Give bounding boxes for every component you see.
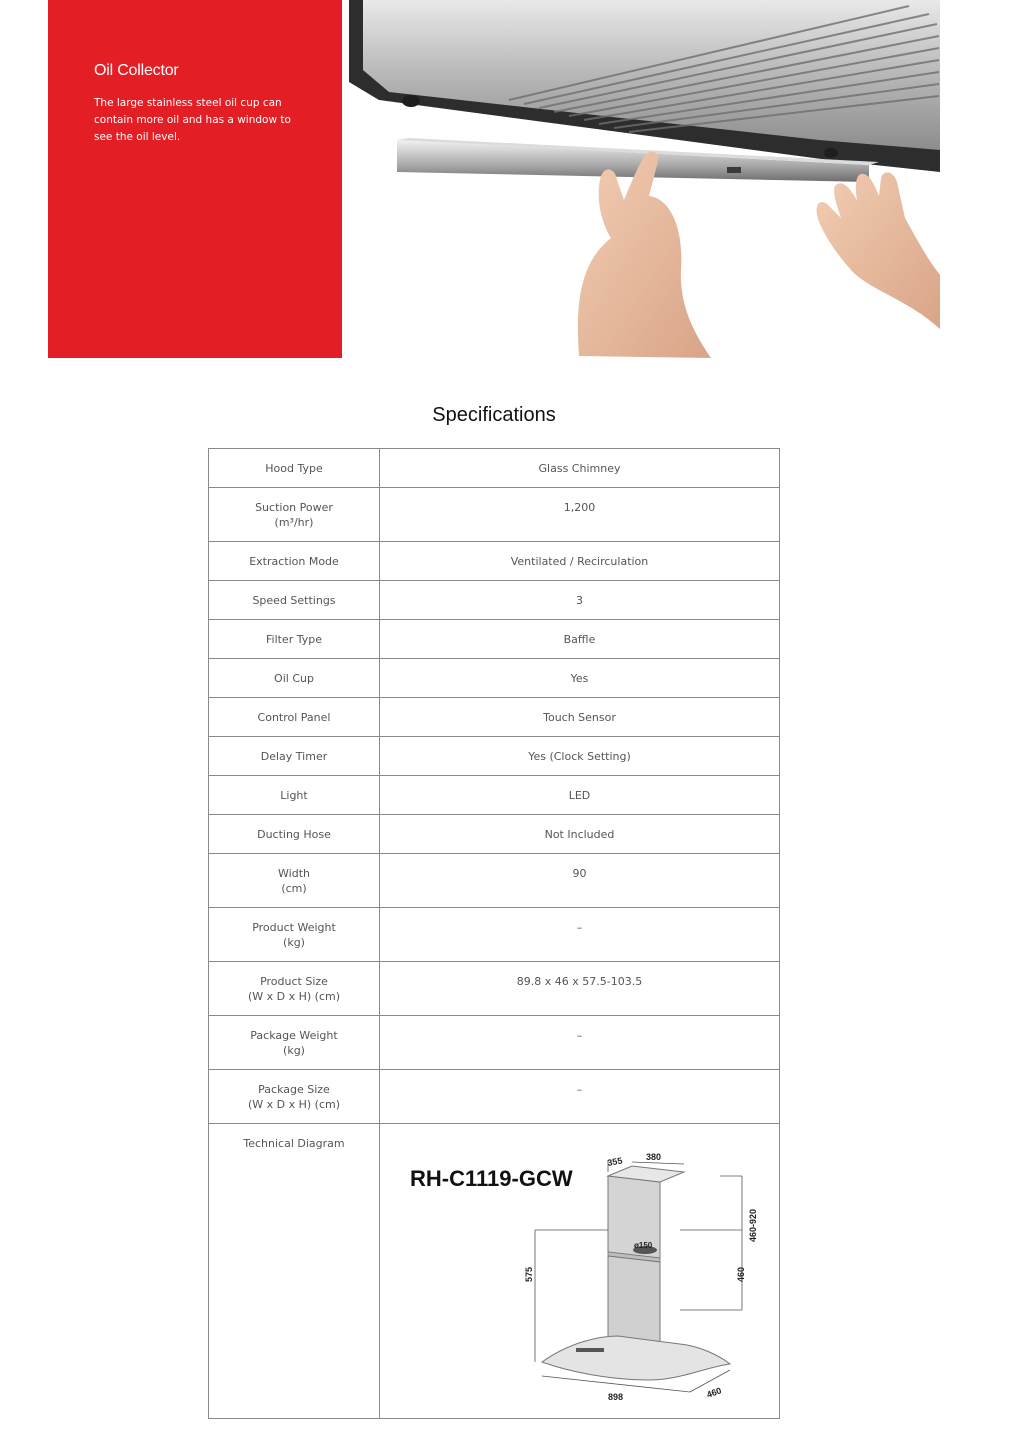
table-row: [209, 1070, 780, 1124]
spec-label: Light: [209, 776, 380, 815]
spec-label: Oil Cup: [209, 659, 380, 698]
spec-label: Hood Type: [209, 449, 380, 488]
table-row: [209, 815, 780, 854]
hero-photo: [349, 0, 940, 358]
spec-value: 90: [380, 854, 780, 908]
spec-label: Delay Timer: [209, 737, 380, 776]
table-row: [209, 1016, 780, 1070]
spec-value: Glass Chimney: [380, 449, 780, 488]
spec-label: Package Weight (kg): [209, 1016, 380, 1070]
spec-value: Not Included: [380, 815, 780, 854]
dim-460-height: 460: [736, 1266, 746, 1282]
table-row: [209, 488, 780, 542]
spec-value: 3: [380, 581, 780, 620]
spec-label: Package Size (W x D x H) (cm): [209, 1070, 380, 1124]
hero-description: The large stainless steel oil cup can contain more oil and has a window to see the oil level.: [94, 97, 291, 143]
hero-panel: [48, 0, 342, 358]
spec-value: –: [380, 1016, 780, 1070]
spec-label: Product Weight (kg): [209, 908, 380, 962]
technical-diagram-svg: [380, 1130, 780, 1410]
spec-value: Baffle: [380, 620, 780, 659]
dim-460-920: 460-920: [748, 1208, 758, 1242]
table-row: [209, 449, 780, 488]
spec-label: Technical Diagram: [209, 1124, 380, 1419]
spec-label: Control Panel: [209, 698, 380, 737]
dim-575: 575: [524, 1266, 534, 1282]
table-row: [209, 542, 780, 581]
spec-table: [208, 448, 780, 1419]
spec-value: Ventilated / Recirculation: [380, 542, 780, 581]
spec-label: Filter Type: [209, 620, 380, 659]
dim-duct: ø150: [634, 1241, 653, 1250]
spec-label: Width (cm): [209, 854, 380, 908]
dim-460-depth: 460: [705, 1385, 723, 1400]
spec-value: Yes: [380, 659, 780, 698]
dim-380: 380: [646, 1152, 662, 1162]
spec-value: LED: [380, 776, 780, 815]
technical-diagram: [380, 1124, 780, 1419]
spec-label: Speed Settings: [209, 581, 380, 620]
dim-898: 898: [608, 1392, 624, 1402]
spec-label: Extraction Mode: [209, 542, 380, 581]
specs-heading: Specifications: [432, 404, 556, 426]
spec-label: Product Size (W x D x H) (cm): [209, 962, 380, 1016]
table-row: [209, 620, 780, 659]
table-row: [209, 698, 780, 737]
spec-value: Yes (Clock Setting): [380, 737, 780, 776]
hero-title: Oil Collector: [94, 62, 179, 79]
table-row: [209, 1124, 780, 1419]
table-row: [209, 737, 780, 776]
spec-value: –: [380, 908, 780, 962]
spec-value: –: [380, 1070, 780, 1124]
table-row: [209, 854, 780, 908]
table-row: [209, 908, 780, 962]
table-row: [209, 659, 780, 698]
dim-355: 355: [606, 1155, 624, 1168]
spec-value: 1,200: [380, 488, 780, 542]
table-row: [209, 581, 780, 620]
table-row: [209, 776, 780, 815]
diagram-model: RH-C1119-GCW: [410, 1166, 573, 1191]
spec-value: Touch Sensor: [380, 698, 780, 737]
spec-label: Suction Power (m³/hr): [209, 488, 380, 542]
table-row: [209, 962, 780, 1016]
spec-value: 89.8 x 46 x 57.5-103.5: [380, 962, 780, 1016]
hood-oil-cup-image: [349, 0, 940, 358]
spec-label: Ducting Hose: [209, 815, 380, 854]
